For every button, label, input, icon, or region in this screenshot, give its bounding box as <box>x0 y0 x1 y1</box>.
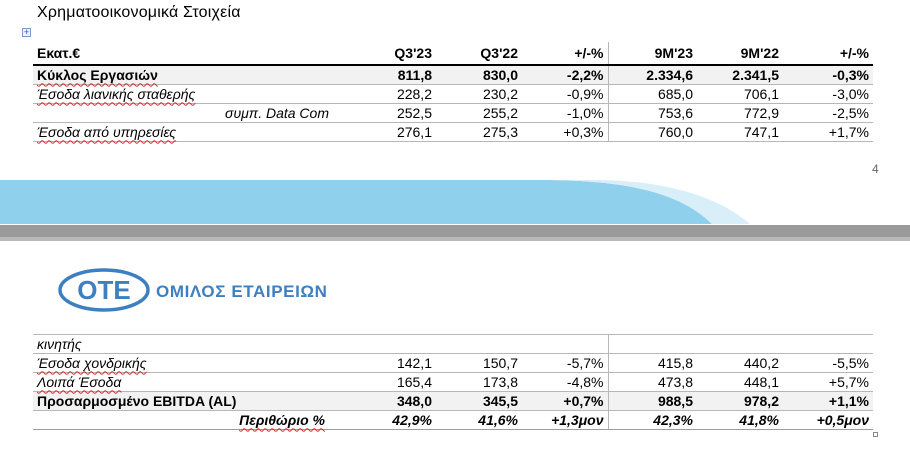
cell: -5,7% <box>522 354 608 373</box>
cell <box>697 335 783 354</box>
cell: +0,3% <box>522 123 608 142</box>
cell <box>522 335 608 354</box>
row-label: Έσοδα από υπηρεσίες <box>37 123 177 140</box>
cell: 348,0 <box>347 392 436 411</box>
cell: 440,2 <box>697 354 783 373</box>
cell: 811,8 <box>347 65 436 85</box>
cell: 747,1 <box>697 123 783 142</box>
page-number: 4 <box>872 162 879 176</box>
header-9m-change: +/-% <box>783 42 873 65</box>
row-label: Προσαρμοσμένο EBITDA (AL) <box>33 392 347 411</box>
cell: -0,3% <box>783 65 873 85</box>
cell: -1,0% <box>522 104 608 123</box>
cell: 753,6 <box>608 104 697 123</box>
cell: 345,5 <box>436 392 522 411</box>
cell: 2.334,6 <box>608 65 697 85</box>
table-row-services <box>33 123 873 142</box>
cell: 41,6% <box>436 411 522 430</box>
cell: 42,3% <box>608 411 697 430</box>
cell <box>347 335 436 354</box>
table-row-ebitda <box>33 392 873 411</box>
cell: 276,1 <box>347 123 436 142</box>
cell: +1,1% <box>783 392 873 411</box>
cell: 173,8 <box>436 373 522 392</box>
row-label: Έσοδα λιανικής σταθερής <box>37 85 196 102</box>
logo-text: ΟΤΕ <box>77 275 131 305</box>
table-row-wholesale <box>33 354 873 373</box>
cell: 42,9% <box>347 411 436 430</box>
cell: 150,7 <box>436 354 522 373</box>
row-label: Έσοδα χονδρικής <box>37 354 147 371</box>
cell: 988,5 <box>608 392 697 411</box>
cell: 772,9 <box>697 104 783 123</box>
cell: 275,3 <box>436 123 522 142</box>
header-9m-23: 9M'23 <box>608 42 697 65</box>
table-row-other-revenue <box>33 373 873 392</box>
table-header-row <box>33 42 873 65</box>
cell: 165,4 <box>347 373 436 392</box>
table-move-handle-icon[interactable]: + <box>23 27 30 37</box>
cell: -2,2% <box>522 65 608 85</box>
cell <box>436 335 522 354</box>
ote-logo-icon <box>58 268 150 312</box>
cell: 685,0 <box>608 85 697 104</box>
header-q-change: +/-% <box>522 42 608 65</box>
cell: 142,1 <box>347 354 436 373</box>
cell: 252,5 <box>347 104 436 123</box>
cell: +0,7% <box>522 392 608 411</box>
header-q3-22: Q3'22 <box>436 42 522 65</box>
financial-table-top <box>33 42 873 142</box>
cell: 760,0 <box>608 123 697 142</box>
cell: -5,5% <box>783 354 873 373</box>
table-row-revenue <box>33 65 873 85</box>
table-row-data-com <box>33 104 873 123</box>
page-title: Χρηματοοικονομικά Στοιχεία <box>37 4 241 21</box>
cell: 706,1 <box>697 85 783 104</box>
cell: -4,8% <box>522 373 608 392</box>
cell: 41,8% <box>697 411 783 430</box>
header-9m-22: 9M'22 <box>697 42 783 65</box>
cell: +1,3μον <box>522 411 608 430</box>
header-q3-23: Q3'23 <box>347 42 436 65</box>
table-row-margin <box>33 411 873 430</box>
row-label: Περιθώριο % <box>239 411 325 428</box>
cell: 228,2 <box>347 85 436 104</box>
cell: 473,8 <box>608 373 697 392</box>
cell: 415,8 <box>608 354 697 373</box>
table-resize-handle-icon[interactable] <box>873 432 878 437</box>
table-row-fixed-retail <box>33 85 873 104</box>
cell: +1,7% <box>783 123 873 142</box>
cell: -0,9% <box>522 85 608 104</box>
cell <box>783 335 873 354</box>
row-label: συμπ. Data Com <box>33 104 347 123</box>
cell: +5,7% <box>783 373 873 392</box>
cell: -3,0% <box>783 85 873 104</box>
cell: 448,1 <box>697 373 783 392</box>
company-group-label: ΟΜΙΛΟΣ ΕΤΑΙΡΕΙΩΝ <box>156 282 328 301</box>
footer-wave-band <box>0 180 910 224</box>
cell: +0,5μον <box>783 411 873 430</box>
cell: 230,2 <box>436 85 522 104</box>
row-label: Κύκλος Εργασιών <box>37 66 158 83</box>
table-row-mobile <box>33 335 873 354</box>
row-label: Λοιπά Έσοδα <box>37 373 122 390</box>
header-unit: Εκατ.€ <box>33 42 347 65</box>
page-separator-shade <box>0 237 910 241</box>
cell <box>608 335 697 354</box>
cell: 2.341,5 <box>697 65 783 85</box>
cell: -2,5% <box>783 104 873 123</box>
cell: 255,2 <box>436 104 522 123</box>
row-label: κινητής <box>33 335 347 354</box>
cell: 978,2 <box>697 392 783 411</box>
cell: 830,0 <box>436 65 522 85</box>
financial-table-bottom <box>33 334 873 430</box>
